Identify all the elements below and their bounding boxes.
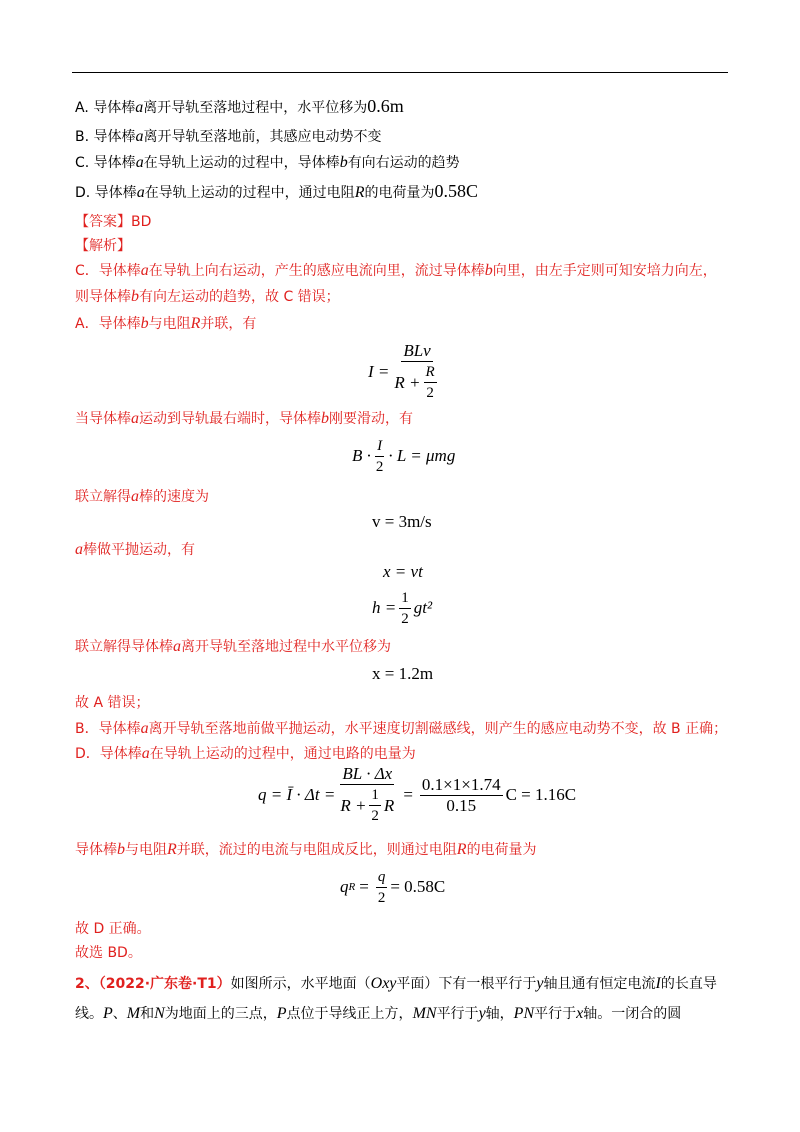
option-d-text3: 的电荷量为	[364, 185, 435, 201]
var: x	[576, 1005, 584, 1022]
var: P	[103, 1005, 113, 1022]
text: A．导体棒	[75, 316, 141, 332]
option-c-text: C. 导体棒	[75, 155, 136, 171]
denominator	[392, 362, 441, 403]
text: 和	[140, 1006, 155, 1022]
denominator	[338, 785, 396, 826]
equation-displacement	[372, 664, 433, 684]
text: D．导体棒	[75, 746, 142, 762]
text: 与电阻	[125, 842, 167, 858]
solution-c-line1	[75, 261, 717, 281]
text: 联立解得	[75, 489, 131, 505]
text: 平面）下有一根平行于	[396, 976, 537, 992]
text: 向里，由左手定则可知安培力向左，	[492, 263, 717, 279]
numerator-text: BLv	[403, 341, 431, 360]
option-d-value: 0.58C	[434, 181, 478, 201]
numerator-text: I	[377, 437, 383, 454]
inner-fraction	[424, 362, 437, 403]
option-a-text2: 离开导轨至落地过程中，水平位移为	[143, 100, 368, 116]
eq-text: B ·	[352, 446, 371, 465]
fraction-numeric	[420, 775, 503, 816]
solution-a-line4	[75, 540, 195, 560]
solution-a-line3	[75, 487, 209, 507]
var-R: R	[190, 315, 201, 332]
eq-lhs: q	[340, 877, 349, 896]
solution-b	[75, 719, 727, 739]
text: 轴，	[485, 1006, 514, 1022]
question-2-line1	[75, 974, 717, 994]
text: 平行于	[534, 1006, 577, 1022]
den-text: R	[383, 795, 395, 815]
text: C．导体棒	[75, 263, 141, 279]
option-d	[75, 181, 478, 203]
text: 轴且通有恒定电流	[543, 976, 656, 992]
numerator: 1	[369, 785, 381, 806]
text: 并联，流过的电流与电阻成反比，则通过电阻	[176, 842, 457, 858]
var-a: a	[135, 128, 144, 145]
text: 、	[112, 1006, 127, 1022]
solution-a-line1	[75, 314, 256, 334]
eq-rhs: = 0.58C	[390, 877, 446, 896]
var: P	[276, 1005, 287, 1022]
text: 联立解得导体棒	[75, 639, 173, 655]
var: y	[478, 1005, 486, 1022]
option-c-text3: 有向右运动的趋势	[347, 155, 460, 171]
equation-charge	[258, 766, 576, 824]
equals-sign: =	[359, 877, 369, 896]
text: 则导体棒	[75, 289, 131, 305]
text: 在导轨上向右运动，产生的感应电流向里，流过导体棒	[148, 263, 485, 279]
text: 与电阻	[148, 316, 191, 332]
text: 有向左运动的趋势，故 C 错误；	[139, 289, 340, 305]
eq-rhs: gt²	[413, 598, 433, 617]
option-d-text: D. 导体棒	[75, 185, 137, 201]
text: 导体棒	[75, 842, 117, 858]
var-a: a	[135, 154, 144, 171]
var-a: a	[141, 745, 150, 762]
eq-lhs: q = Ī · Δt =	[258, 785, 336, 804]
text: B．导体棒	[75, 721, 141, 737]
text: 运动到导轨最右端时，导体棒	[139, 411, 321, 427]
var-a: a	[136, 184, 145, 201]
subscript: R	[348, 881, 356, 893]
fraction	[399, 588, 411, 629]
equation-force-balance	[352, 436, 455, 476]
denominator: 0.15	[446, 795, 477, 815]
text: 在导轨上运动的过程中，通过电路的电量为	[149, 746, 416, 762]
numerator	[340, 764, 394, 785]
option-c	[75, 153, 460, 173]
text: 平行于	[436, 1006, 479, 1022]
fraction	[374, 436, 386, 477]
var-a: a	[131, 488, 139, 505]
var-R: R	[167, 841, 177, 858]
text: 当导体棒	[75, 411, 131, 427]
fraction	[338, 764, 396, 826]
equation-height	[372, 588, 432, 628]
solution-c-line2	[75, 287, 340, 307]
den-text: R +	[394, 372, 421, 392]
solution-d-line1	[75, 744, 416, 764]
denominator: 2	[371, 808, 379, 824]
var-a: a	[75, 541, 83, 558]
var-a: a	[173, 638, 181, 655]
var-b: b	[131, 288, 139, 305]
eq-lhs: h =	[372, 598, 397, 617]
var: I	[655, 975, 661, 992]
text: 为地面上的三点，	[164, 1006, 277, 1022]
var-R: R	[456, 841, 467, 858]
var-a: a	[131, 410, 139, 427]
numerator	[375, 436, 384, 457]
option-b-text: B. 导体棒	[75, 129, 136, 145]
question-2-line2	[75, 1004, 681, 1024]
var: PN	[513, 1005, 535, 1022]
eq-text: · L = μmg	[388, 446, 456, 465]
var-a: a	[140, 720, 149, 737]
text: 离开导轨至落地过程中水平位移为	[181, 639, 391, 655]
text: 棒做平抛运动，有	[83, 542, 195, 558]
text: 的电荷量为	[466, 842, 537, 858]
option-a-value: 0.6m	[367, 96, 404, 116]
numerator	[376, 867, 388, 888]
numerator	[401, 341, 432, 362]
text: 并联，有	[200, 316, 257, 332]
question-2-head: 2、（2022·广东卷·T1）	[75, 976, 231, 992]
solution-d-line2	[75, 840, 537, 860]
option-b	[75, 127, 382, 147]
text: 轴。一闭合的圆	[583, 1006, 682, 1022]
var: MN	[412, 1005, 437, 1022]
var: Oxy	[370, 975, 397, 992]
numerator-text: q	[377, 868, 386, 885]
equation-current	[368, 342, 445, 402]
var: M	[126, 1005, 141, 1022]
solution-a-conclusion: 故 A 错误；	[75, 695, 150, 711]
var-a: a	[135, 99, 144, 116]
analysis-label: 【解析】	[75, 238, 131, 254]
text: 线。	[75, 1006, 103, 1022]
option-b-text2: 离开导轨至落地前，其感应电动势不变	[143, 129, 382, 145]
eq-text: x = vt	[383, 562, 423, 581]
solution-a-line2	[75, 409, 413, 429]
text: 离开导轨至落地前做平抛运动，水平速度切割磁感线，则产生的感应电动势不变，故 B 正确；	[148, 721, 728, 737]
numerator-text: R	[425, 364, 435, 380]
var-b: b	[321, 410, 329, 427]
var-R: R	[354, 184, 365, 201]
option-a	[75, 96, 404, 118]
option-a-text: A. 导体棒	[75, 100, 136, 116]
text: 点位于导线正上方，	[286, 1006, 413, 1022]
var-b: b	[140, 315, 149, 332]
numerator-text: BL · Δx	[342, 764, 393, 783]
equals-sign: =	[403, 785, 413, 804]
text: 刚要滑动，有	[329, 411, 413, 427]
eq-text: x = 1.2m	[372, 664, 434, 683]
eq-rhs: C = 1.16C	[505, 785, 577, 804]
equation-velocity	[372, 512, 432, 532]
equation-charge-R	[340, 865, 445, 909]
fraction	[392, 341, 441, 403]
denominator: 2	[426, 385, 434, 401]
fraction	[376, 867, 388, 908]
inner-fraction	[369, 785, 381, 826]
var-a: a	[140, 262, 149, 279]
var: N	[154, 1005, 165, 1022]
numerator: 1	[399, 588, 411, 609]
answer-label: 【答案】BD	[75, 214, 152, 230]
text: 棒的速度为	[139, 489, 209, 505]
var-b: b	[484, 262, 493, 279]
option-c-text2: 在导轨上运动的过程中，导体棒	[143, 155, 340, 171]
header-rule	[72, 72, 728, 73]
denominator: 2	[401, 610, 409, 627]
den-text: R +	[340, 795, 367, 815]
text: 的长直导	[660, 976, 717, 992]
equation-x-vt	[383, 562, 423, 582]
solution-a-line5	[75, 637, 391, 657]
numerator: 0.1×1×1.74	[421, 774, 501, 794]
denominator: 2	[375, 458, 384, 475]
text: 如图所示，水平地面（	[230, 976, 371, 992]
eq-text: v = 3m/s	[372, 512, 432, 531]
option-d-text2: 在导轨上运动的过程中，通过电阻	[144, 185, 355, 201]
var-b: b	[117, 841, 125, 858]
eq-lhs: I =	[368, 362, 390, 381]
var-b: b	[339, 154, 348, 171]
final-answer: 故选 BD。	[75, 945, 142, 961]
solution-d-conclusion: 故 D 正确。	[75, 921, 151, 937]
numerator	[424, 362, 437, 383]
var: y	[536, 975, 544, 992]
denominator: 2	[377, 889, 386, 906]
